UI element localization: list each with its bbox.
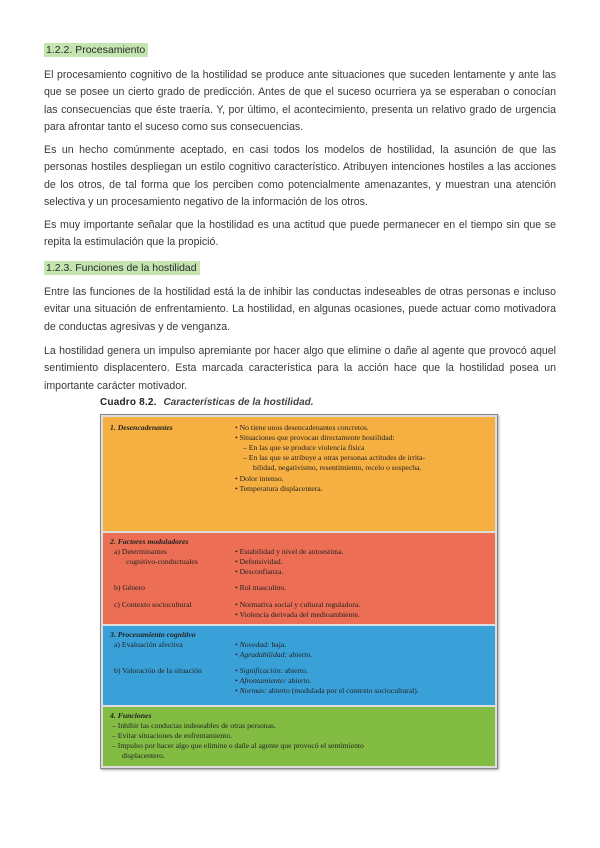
table-frame <box>100 414 498 769</box>
list-item: • No tiene unos desencadenantes concretos. <box>235 423 369 432</box>
paragraph: El procesamiento cognitivo de la hostilidad se produce ante situaciones que suceden lentamente y ante las que se posee un cierto grado de predicción. Antes de que el suceso ocurriera ya se esperaban o conocían las consecuencias que éste traería. Y, por último, el acontecimiento, presenta un relativo grado de urgencia para afrontar tanto el suceso como sus consecuencias. <box>44 69 556 134</box>
list-subitem: bilidad, negativismo, resentimiento, recelo o sospecha. <box>253 463 422 472</box>
list-item: – Evitar situaciones de enfrentamiento. <box>112 731 233 740</box>
term: Significación: <box>239 666 283 675</box>
table-caption <box>100 397 500 413</box>
list-item: • Violencia derivada del medioambiente. <box>235 610 360 619</box>
table-number: Cuadro 8.2. <box>100 397 157 408</box>
term: Novedad: <box>239 640 270 649</box>
list-item: • Situaciones que provocan directamente hostilidad: <box>235 433 395 442</box>
table-section-factores <box>103 533 495 624</box>
characteristics-table <box>100 397 500 760</box>
value: abierto. <box>287 650 313 659</box>
list-item: • Defensividad. <box>235 557 283 566</box>
section-title: 1. Desencadenantes <box>110 423 173 432</box>
paragraph: Es un hecho comúnmente aceptado, en casi todos los modelos de hostilidad, la asunción de que las personas hostiles despliegan un estilo cognitivo característico. Atribuyen intenciones hostiles a las acciones de los otros, de tal forma que los perciben como potencialmente amenazantes, y muestran una atención selectiva y un procesamiento negativo de la información de los otros. <box>44 144 556 209</box>
value: abierto (modulada por el contexto sociocultural). <box>266 686 419 695</box>
list-item: • Rol masculino. <box>235 583 287 592</box>
list-item: • Afrontamiento: abierto. <box>235 676 312 685</box>
list-item: • Agradabilidad: abierto. <box>235 650 313 659</box>
list-item: • Normativa social y cultural reguladora. <box>235 600 361 609</box>
section-heading-procesamiento: 1.2.2. Procesamiento <box>44 43 148 57</box>
row-label: cognitivo-conductuales <box>126 557 198 566</box>
term: Normas: <box>239 686 267 695</box>
list-item: • Significación: abierto. <box>235 666 308 675</box>
list-item: • Novedad: baja. <box>235 640 287 649</box>
table-section-desencadenantes <box>103 417 495 531</box>
term: Agradabilidad: <box>239 650 288 659</box>
section-title: 2. Factores moduladores <box>110 537 189 546</box>
list-subitem: – En las que se atribuye a otras personas actitudes de irrita- <box>243 453 426 462</box>
list-item: • Dolor intenso. <box>235 474 284 483</box>
list-item: displacentero. <box>122 751 165 760</box>
list-item: • Temperatura displacentera. <box>235 484 323 493</box>
value: abierto. <box>286 676 312 685</box>
list-item: • Estabilidad y nivel de autoestima. <box>235 547 344 556</box>
table-section-funciones <box>103 707 495 766</box>
section-title: 3. Procesamiento cognitivo <box>110 630 196 639</box>
paragraph: La hostilidad genera un impulso apremiante por hacer algo que elimine o dañe al agente que provocó aquel sentimiento displacentero. Esta marcada característica para la acción hace que la hostilidad posea un importante carácter motivador. <box>44 345 556 392</box>
list-subitem: – En las que se produce violencia física <box>243 443 365 452</box>
row-label: c) Contexto sociocultural <box>114 600 192 609</box>
row-label: a) Determinantes <box>114 547 167 556</box>
section-heading-funciones: 1.2.3. Funciones de la hostilidad <box>44 261 200 275</box>
table-title: Características de la hostilidad. <box>163 397 314 408</box>
list-item: • Desconfianza. <box>235 567 284 576</box>
term: Afrontamiento: <box>239 676 287 685</box>
list-item: – Impulso por hacer algo que elimine o dañe al agente que provocó el sentimiento <box>112 741 364 750</box>
paragraph: Entre las funciones de la hostilidad está la de inhibir las conductas indeseables de otras personas e incluso evitar una situación de enfrentamiento. La hostilidad, en algunas ocasiones, puede actuar como motivadora de conductas agresivas y de venganza. <box>44 286 556 333</box>
row-label: a) Evaluación afectiva <box>114 640 183 649</box>
row-label: b) Valoración de la situación <box>114 666 202 675</box>
value: baja. <box>269 640 287 649</box>
value: abierto. <box>282 666 308 675</box>
list-item: – Inhibir las conductas indeseables de otras personas. <box>112 721 276 730</box>
paragraph: Es muy importante señalar que la hostilidad es una actitud que puede permanecer en el tiempo sin que se repita la estimulación que la propició. <box>44 219 556 249</box>
section-title: 4. Funciones <box>110 711 152 720</box>
row-label: b) Género <box>114 583 145 592</box>
table-section-procesamiento <box>103 626 495 705</box>
list-item: • Normas: abierto (modulada por el contexto sociocultural). <box>235 686 419 695</box>
